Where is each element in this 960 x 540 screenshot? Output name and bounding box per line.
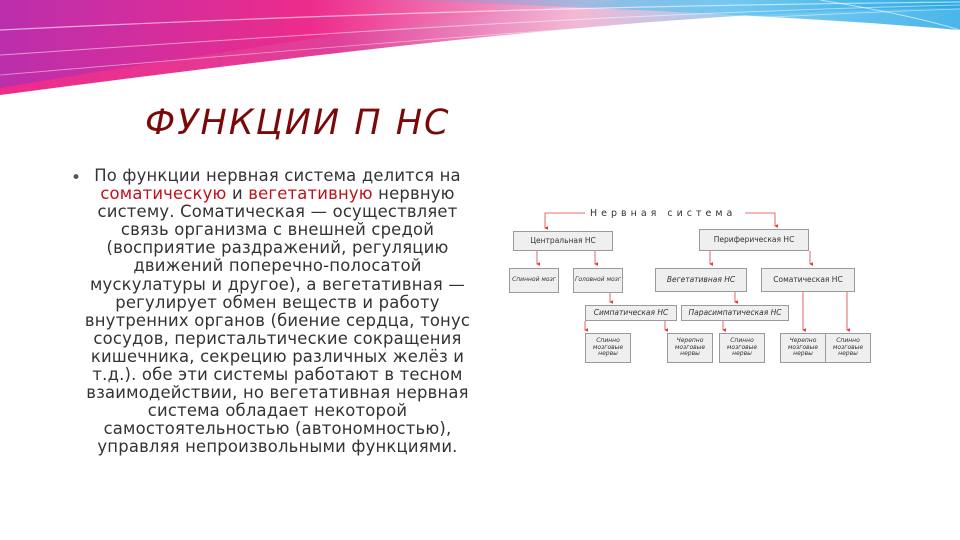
- text-part-2: и: [226, 184, 249, 204]
- node-parasympathetic: Парасимпатическая НС: [681, 305, 789, 321]
- node-spinal: Спинной мозг: [509, 268, 559, 293]
- highlight-vegetative: вегетативную: [248, 184, 373, 204]
- node-sympathetic: Симпатическая НС: [585, 305, 677, 321]
- node-leaf-5: Спинно мозговые нервы: [825, 333, 871, 363]
- node-root: Нервная система: [590, 208, 737, 219]
- node-vegetative: Вегетативная НС: [655, 268, 747, 292]
- decorative-banner: [0, 0, 960, 95]
- text-part-3: нервную систему. Соматическая — осуществляет связь организма с внешней средой (восприятие раздражений, регуляцию движений поперечно-полосатой мускулатуры и другое), а вегетативная — регулирует обмен веществ и работу внутренних органов (биение сердца, тонус сосудов, перистальтические сокращения кишечника, секрецию различных желёз и т.д.). обе эти системы работают в тесном взаимодействии, но вегетативная нервная система обладает некоторой самостоятельностью (автономностью), управляя непроизвольными функциями.: [84, 184, 471, 457]
- node-leaf-2: Черепно мозговые нервы: [667, 333, 713, 363]
- node-central: Центральная НС: [513, 231, 613, 251]
- node-leaf-3: Спинно мозговые нервы: [719, 333, 765, 363]
- highlight-somatic: соматическую: [100, 184, 227, 204]
- slide-title: ФУНКЦИИ П НС: [145, 103, 451, 143]
- node-leaf-4: Черепно мозговые нервы: [780, 333, 826, 363]
- text-part-1: По функции нервная система делится на: [94, 166, 461, 185]
- nervous-system-diagram: [505, 198, 885, 373]
- node-leaf-1: Спинно мозговые нервы: [585, 333, 631, 363]
- bullet-marker: •: [71, 168, 82, 188]
- node-peripheral: Периферическая НС: [699, 229, 809, 251]
- banner-graphic: [0, 0, 960, 95]
- bullet-text: [80, 167, 475, 457]
- node-somatic: Соматическая НС: [761, 268, 855, 292]
- node-brain: Головной мозг: [573, 268, 623, 293]
